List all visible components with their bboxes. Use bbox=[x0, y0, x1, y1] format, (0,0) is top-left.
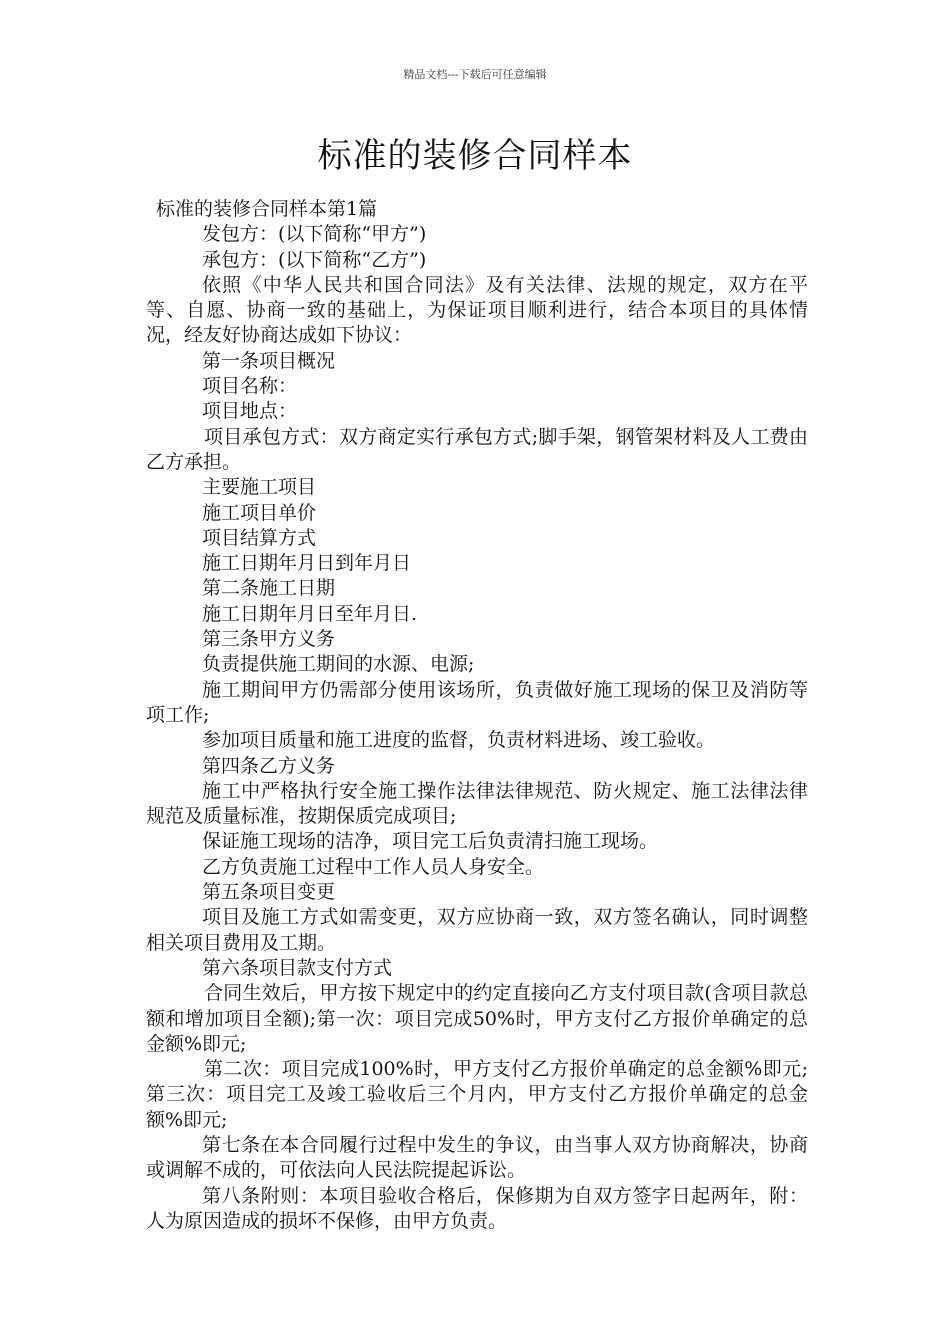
paragraph: 施工中严格执行安全施工操作法律法律规范、防火规定、施工法律法律规范及质量标准，按期保质完成项目; bbox=[146, 779, 808, 828]
paragraph: 项目地点： bbox=[202, 400, 298, 423]
paragraph: 负责提供施工期间的水源、电源; bbox=[202, 653, 475, 676]
paragraph: 施工日期年月日至年月日. bbox=[202, 602, 418, 625]
paragraph: 参加项目质量和施工进度的监督，负责材料进场、竣工验收。 bbox=[202, 729, 716, 752]
document-body bbox=[146, 197, 808, 1234]
paragraph: 第二次：项目完成100%时，甲方支付乙方报价单确定的总金额%即元;第三次：项目完工及竣工验收后三个月内，甲方支付乙方报价单确定的总金额%即元; bbox=[146, 1058, 808, 1131]
paragraph: 主要施工项目 bbox=[202, 476, 317, 499]
paragraph: 第七条在本合同履行过程中发生的争议，由当事人双方协商解决，协商或调解不成的，可依法向人民法院提起诉讼。 bbox=[146, 1133, 808, 1182]
paragraph: 第一条项目概况 bbox=[202, 349, 336, 372]
paragraph: 第八条附则：本项目验收合格后，保修期为自双方签字日起两年，附：人为原因造成的损坏不保修，由甲方负责。 bbox=[146, 1184, 808, 1232]
paragraph: 保证施工现场的洁净，项目完工后负责清扫施工现场。 bbox=[202, 830, 659, 853]
section-subtitle: 标准的装修合同样本第1篇 bbox=[156, 198, 378, 220]
paragraph: 第六条项目款支付方式 bbox=[202, 956, 393, 979]
paragraph: 合同生效后，甲方按下规定中的约定直接向乙方支付项目款(含项目款总额和增加项目全额);第一次：项目完成50%时，甲方支付乙方报价单确定的总金额%即元; bbox=[146, 982, 808, 1055]
paragraph: 第三条甲方义务 bbox=[202, 628, 336, 651]
document-title: 标准的装修合同样本 bbox=[317, 136, 633, 176]
paragraph: 项目结算方式 bbox=[202, 526, 317, 549]
paragraph: 项目及施工方式如需变更，双方应协商一致，双方签名确认，同时调整相关项目费用及工期。 bbox=[146, 906, 808, 954]
paragraph: 第二条施工日期 bbox=[202, 577, 336, 600]
paragraph: 依照《中华人民共和国合同法》及有关法律、法规的规定，双方在平等、自愿、协商一致的基础上，为保证项目顺利进行，结合本项目的具体情况，经友好协商达成如下协议： bbox=[146, 273, 808, 347]
header-note: 精品文档---下载后可任意编辑 bbox=[403, 68, 547, 81]
paragraph: 第四条乙方义务 bbox=[202, 754, 336, 777]
paragraph: 乙方负责施工过程中工作人员人身安全。 bbox=[202, 855, 545, 878]
paragraph: 项目承包方式：双方商定实行承包方式;脚手架，钢管架材料及人工费由乙方承担。 bbox=[146, 425, 808, 473]
paragraph: 项目名称： bbox=[202, 375, 298, 398]
paragraph: 施工期间甲方仍需部分使用该场所，负责做好施工现场的保卫及消防等项工作; bbox=[146, 678, 808, 726]
paragraph: 施工项目单价 bbox=[202, 501, 317, 524]
paragraph: 施工日期年月日到年月日 bbox=[202, 552, 412, 575]
paragraph: 承包方：(以下简称“乙方”) bbox=[202, 248, 427, 271]
paragraph: 第五条项目变更 bbox=[202, 881, 336, 904]
paragraph: 发包方：(以下简称“甲方”) bbox=[202, 223, 427, 246]
